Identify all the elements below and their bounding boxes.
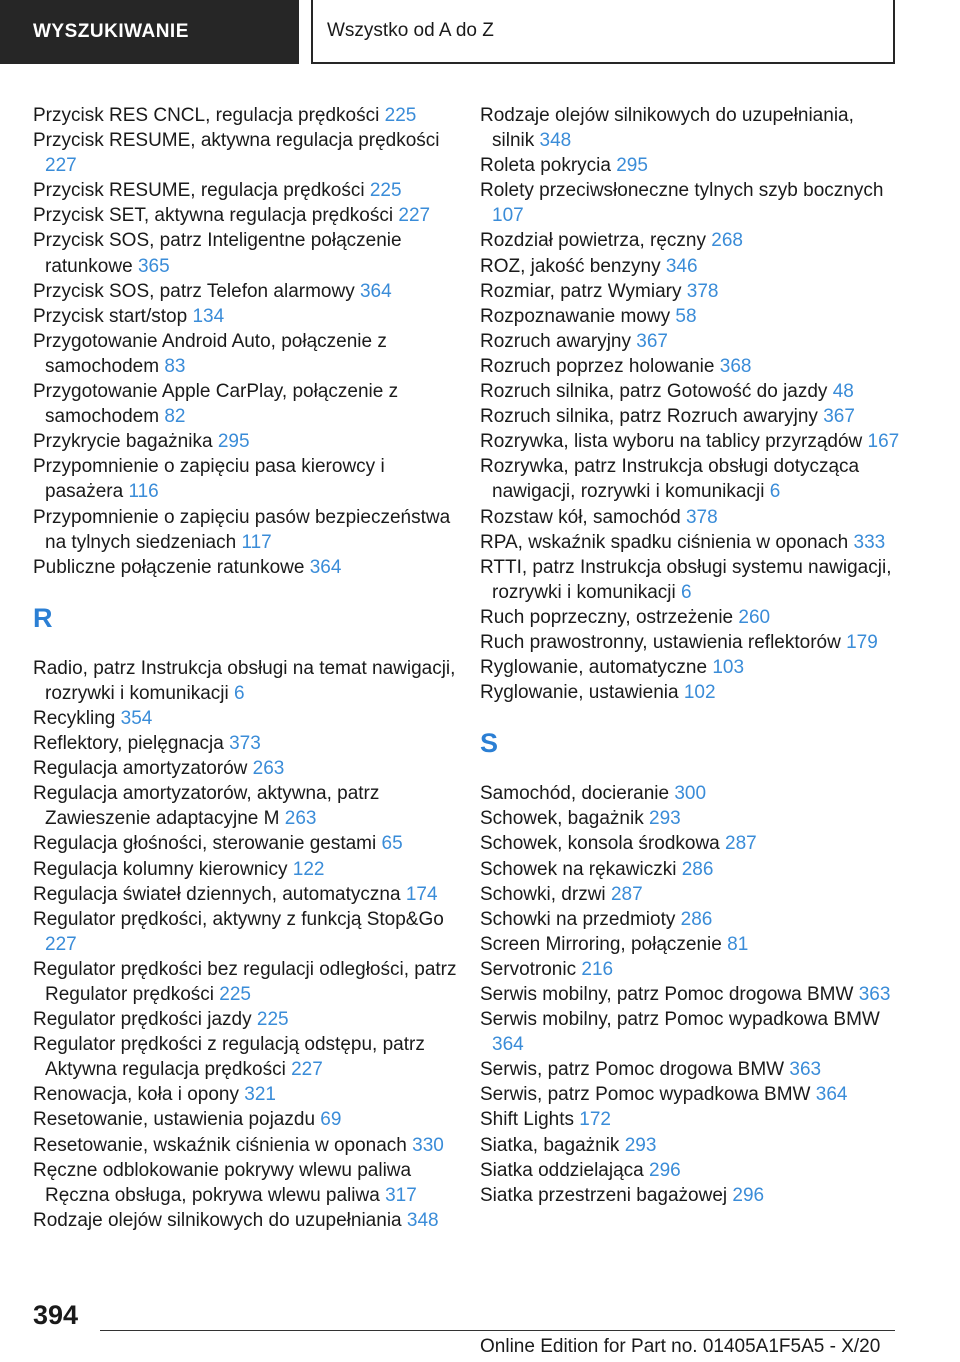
index-entry-text: Ryglowanie, ustawienia	[480, 682, 679, 704]
page-link[interactable]: 260	[738, 606, 771, 628]
page-link[interactable]: 333	[853, 531, 886, 553]
index-entry	[480, 1107, 900, 1132]
index-entry	[480, 655, 900, 680]
index-entry	[33, 178, 463, 203]
page-link[interactable]: 363	[789, 1059, 822, 1081]
index-entry	[480, 379, 900, 404]
index-entry	[33, 756, 463, 781]
index-entry-text: Renowacja, koła i opony	[33, 1084, 239, 1106]
page-link[interactable]: 346	[665, 255, 698, 277]
index-entry-text: Samochód, docieranie	[480, 783, 670, 805]
page-number: 394	[33, 1300, 79, 1330]
index-entry-text: Rozrywka, patrz Instrukcja obsługi dotycząca nawigacji, rozrywki i komunikacji	[480, 456, 860, 503]
page-link[interactable]: 378	[685, 506, 718, 528]
page-link[interactable]: 330	[412, 1134, 444, 1156]
page-link[interactable]: 102	[683, 682, 716, 704]
index-entry-text: Regulator prędkości bez regulacji odległości, patrz Regulator prędkości	[33, 958, 457, 1005]
page-link[interactable]: 364	[815, 1084, 848, 1106]
page-link[interactable]: 225	[219, 984, 251, 1005]
index-entry-text: Przygotowanie Android Auto, połączenie z samochodem	[33, 330, 387, 377]
index-entry-text: Przycisk start/stop	[33, 305, 188, 327]
index-entry-text: Ryglowanie, automatyczne	[480, 657, 708, 679]
index-entry-text: Przycisk SET, aktywna regulacja prędkości	[33, 205, 394, 227]
index-entry	[480, 831, 900, 856]
page-link[interactable]: 227	[45, 933, 77, 955]
index-column-right	[480, 103, 900, 1208]
page-link[interactable]: 364	[492, 1034, 524, 1056]
index-entry	[480, 555, 900, 605]
index-entry	[33, 1208, 463, 1233]
page-link[interactable]: 216	[581, 958, 614, 980]
index-entry-text: Siatka, bagażnik	[480, 1134, 620, 1156]
index-entry	[480, 279, 900, 304]
index-entry	[480, 1158, 900, 1183]
page-link[interactable]: 58	[675, 305, 697, 327]
index-entry-text: Serwis mobilny, patrz Pomoc wypadkowa BMW	[480, 1009, 880, 1031]
index-entry	[33, 103, 463, 128]
index-entry	[480, 505, 900, 530]
index-entry	[33, 907, 463, 957]
index-entry	[33, 1158, 463, 1208]
index-entry	[33, 1107, 463, 1132]
page-link[interactable]: 263	[284, 808, 317, 830]
index-entry-text: Shift Lights	[480, 1109, 574, 1131]
index-entry-text: Przypomnienie o zapięciu pasów bezpieczeństwa na tylnych siedzeniach	[33, 506, 451, 553]
page-link[interactable]: 6	[233, 682, 245, 704]
index-entry	[480, 228, 900, 253]
index-entry	[33, 857, 463, 882]
page-link[interactable]: 103	[712, 657, 745, 679]
index-entry-text: Regulacja amortyzatorów, aktywna, patrz Zawieszenie adaptacyjne M	[33, 783, 380, 830]
index-entry	[33, 731, 463, 756]
index-entry-text: Regulacja głośności, sterowanie gestami	[33, 833, 377, 855]
tab-search[interactable]: WYSZUKIWANIE	[0, 0, 299, 64]
page-link[interactable]: 295	[217, 431, 250, 453]
page-link[interactable]: 348	[406, 1209, 439, 1231]
index-entry	[480, 1057, 900, 1082]
page-link[interactable]: 300	[674, 783, 707, 805]
index-entry-text: Rodzaje olejów silnikowych do uzupełniania, silnik	[480, 105, 854, 152]
index-entry	[33, 454, 463, 504]
index-entry-text: Rodzaje olejów silnikowych do uzupełniania	[33, 1209, 402, 1231]
index-entry-text: Przycisk RES CNCL, regulacja prędkości	[33, 105, 380, 126]
page-link[interactable]: 174	[405, 883, 438, 905]
page-link[interactable]: 378	[686, 280, 719, 302]
index-entry-text: Przycisk SOS, patrz Inteligentne połączenie ratunkowe	[33, 230, 402, 277]
page-link[interactable]: 227	[291, 1059, 323, 1081]
index-letter-heading: S	[480, 728, 499, 759]
index-entry-text: Ręczne odblokowanie pokrywy wlewu paliwa Ręczna obsługa, pokrywa wlewu paliwa	[33, 1159, 412, 1206]
index-entry-text: Przycisk RESUME, regulacja prędkości	[33, 180, 365, 202]
index-entry-text: Regulacja amortyzatorów	[33, 758, 248, 780]
index-entry-text: Serwis mobilny, patrz Pomoc drogowa BMW	[480, 984, 854, 1005]
index-entry	[33, 831, 463, 856]
page-link[interactable]: 107	[492, 205, 524, 227]
page-link[interactable]: 225	[256, 1009, 289, 1031]
index-entry	[480, 404, 900, 429]
index-entry	[33, 304, 463, 329]
page-link[interactable]: 354	[120, 707, 153, 729]
index-entry	[33, 1133, 463, 1158]
index-entry-text: Przycisk RESUME, aktywna regulacja prędkości	[33, 130, 440, 152]
index-entry	[480, 857, 900, 882]
index-entry-text: Recykling	[33, 707, 116, 729]
index-entry-text: Publiczne połączenie ratunkowe	[33, 556, 305, 578]
index-entry-text: Siatka oddzielająca	[480, 1159, 644, 1181]
index-letter-heading: R	[33, 602, 53, 633]
index-entry-text: Schowek, konsola środkowa	[480, 833, 720, 855]
index-entry	[480, 982, 900, 1007]
page-link[interactable]: 373	[229, 733, 261, 755]
index-entry	[33, 706, 463, 731]
index-entry	[480, 605, 900, 630]
index-entry-text: Regulator prędkości z regulacją odstępu, patrz Aktywna regulacja prędkości	[33, 1034, 425, 1081]
index-entry-text: Regulacja świateł dziennych, automatyczna	[33, 883, 401, 905]
index-entry-text: Rozruch silnika, patrz Gotowość do jazdy	[480, 381, 828, 403]
page-link[interactable]: 134	[192, 305, 225, 327]
page-link[interactable]: 172	[579, 1109, 611, 1131]
page-header	[0, 0, 960, 66]
index-entry	[33, 203, 463, 228]
page-link[interactable]: 227	[398, 205, 431, 227]
page-link[interactable]: 83	[164, 355, 186, 377]
page-link[interactable]: 367	[636, 330, 668, 352]
index-entry-text: Przypomnienie o zapięciu pasa kierowcy i pasażera	[33, 456, 385, 503]
edition-note: Online Edition for Part no. 01405A1F5A5 - X/20	[480, 1336, 881, 1357]
index-entry-text: Regulator prędkości, aktywny z funkcją Stop&Go	[33, 908, 444, 930]
index-entry-text: Roleta pokrycia	[480, 155, 611, 177]
page-link[interactable]: 293	[649, 808, 681, 830]
index-entry	[480, 304, 900, 329]
index-entry	[480, 680, 900, 705]
index-entry-text: Reflektory, pielęgnacja	[33, 733, 224, 755]
page-link[interactable]: 48	[832, 381, 854, 403]
index-entry	[480, 957, 900, 982]
index-entry	[33, 656, 463, 706]
index-entry	[480, 630, 900, 655]
index-entry-text: Radio, patrz Instrukcja obsługi na temat nawigacji, rozrywki i komunikacji	[33, 657, 456, 704]
page-link[interactable]: 179	[846, 631, 878, 653]
index-entry	[480, 354, 900, 379]
index-entry	[33, 379, 463, 429]
index-entry-text: ROZ, jakość benzyny	[480, 255, 661, 277]
index-entry	[480, 932, 900, 957]
page-link[interactable]: 348	[539, 130, 572, 152]
index-entry	[480, 781, 900, 806]
index-entry	[33, 329, 463, 379]
index-entry-text: Resetowanie, ustawienia pojazdu	[33, 1109, 316, 1131]
index-entry	[480, 1133, 900, 1158]
page-link[interactable]: 286	[681, 858, 714, 880]
page-link[interactable]: 367	[823, 406, 855, 428]
index-entry	[33, 279, 463, 304]
index-entry-text: Ruch prawostronny, ustawienia reflektorów	[480, 631, 841, 653]
index-entry	[33, 1032, 463, 1082]
index-entry	[480, 254, 900, 279]
index-entry	[33, 429, 463, 454]
index-entry	[33, 882, 463, 907]
index-entry	[33, 1082, 463, 1107]
index-entry-text: Servotronic	[480, 958, 577, 980]
page-link[interactable]: 263	[252, 758, 285, 780]
index-entry	[33, 505, 463, 555]
page-link[interactable]: 6	[680, 581, 692, 603]
index-entry-text: Rozrywka, lista wyboru na tablicy przyrządów	[480, 431, 863, 453]
page-link[interactable]: 167	[867, 431, 900, 453]
index-entry	[480, 454, 900, 504]
page-link[interactable]: 82	[164, 406, 186, 428]
index-entry-text: Rozruch awaryjny	[480, 330, 631, 352]
index-entry-text: Przycisk SOS, patrz Telefon alarmowy	[33, 280, 355, 302]
index-entry	[480, 329, 900, 354]
page-link[interactable]: 364	[309, 556, 342, 578]
index-entry	[480, 1183, 900, 1208]
index-entry	[480, 530, 900, 555]
index-entry-text: Schowek, bagażnik	[480, 808, 644, 830]
index-entry-text: Przygotowanie Apple CarPlay, połączenie z samochodem	[33, 381, 399, 428]
page-link[interactable]: 317	[385, 1184, 417, 1206]
index-entry-text: Rozmiar, patrz Wymiary	[480, 280, 682, 302]
index-entry-text: Resetowanie, wskaźnik ciśnienia w oponach	[33, 1134, 407, 1156]
index-entry-text: Rozpoznawanie mowy	[480, 305, 671, 327]
footer-divider	[100, 1330, 895, 1331]
index-entry-text: Schowki, drzwi	[480, 883, 606, 905]
index-entry-text: Serwis, patrz Pomoc drogowa BMW	[480, 1059, 785, 1081]
index-entry-text: Schowek na rękawiczki	[480, 858, 677, 880]
page-link[interactable]: 6	[769, 481, 781, 503]
index-entry	[480, 806, 900, 831]
page-link[interactable]: 227	[45, 155, 77, 177]
page-link[interactable]: 122	[292, 858, 325, 880]
index-entry-text: Regulator prędkości jazdy	[33, 1009, 252, 1031]
index-entry-text: Siatka przestrzeni bagażowej	[480, 1184, 728, 1206]
page-link[interactable]: 81	[727, 933, 749, 955]
page-link[interactable]: 286	[680, 908, 713, 930]
index-entry-text: Ruch poprzeczny, ostrzeżenie	[480, 606, 734, 628]
page-link[interactable]: 287	[725, 833, 757, 855]
page-link[interactable]: 296	[732, 1184, 765, 1206]
index-entry	[480, 1082, 900, 1107]
index-entry	[33, 781, 463, 831]
index-entry	[33, 228, 463, 278]
index-entry	[480, 103, 900, 153]
page-link[interactable]: 268	[711, 230, 743, 252]
index-entry-text: Schowki na przedmioty	[480, 908, 676, 930]
index-column-left	[33, 103, 463, 1233]
index-entry	[33, 128, 463, 178]
page-link[interactable]: 363	[858, 984, 891, 1005]
page-link[interactable]: 225	[369, 180, 402, 202]
index-entry	[480, 882, 900, 907]
index-entry	[33, 1007, 463, 1032]
index-entry-text: RPA, wskaźnik spadku ciśnienia w oponach	[480, 531, 849, 553]
page-link[interactable]: 295	[616, 155, 648, 177]
index-entry-text: Rozdział powietrza, ręczny	[480, 230, 706, 252]
tab-a-to-z[interactable]: Wszystko od A do Z	[311, 0, 895, 64]
index-entry-text: Przykrycie bagażnika	[33, 431, 213, 453]
page-link[interactable]: 321	[244, 1084, 276, 1106]
page-link[interactable]: 287	[610, 883, 643, 905]
page-link[interactable]: 365	[137, 255, 170, 277]
page-link[interactable]: 116	[128, 481, 159, 503]
index-entry-text: Rozstaw kół, samochód	[480, 506, 681, 528]
index-entry-text: Rozruch silnika, patrz Rozruch awaryjny	[480, 406, 818, 428]
page-link[interactable]: 117	[241, 531, 272, 553]
index-entry-text: RTTI, patrz Instrukcja obsługi systemu nawigacji, rozrywki i komunikacji	[480, 556, 892, 603]
index-entry	[480, 907, 900, 932]
page-link[interactable]: 225	[384, 105, 417, 126]
page-link[interactable]: 293	[624, 1134, 657, 1156]
index-entry-text: Regulacja kolumny kierownicy	[33, 858, 288, 880]
index-entry	[480, 1007, 900, 1057]
page-link[interactable]: 368	[719, 355, 752, 377]
index-entry	[33, 555, 463, 580]
page-link[interactable]: 296	[649, 1159, 681, 1181]
index-entry-text: Rozruch poprzez holowanie	[480, 355, 715, 377]
index-entry	[480, 429, 900, 454]
index-entry	[480, 153, 900, 178]
page-link[interactable]: 364	[359, 280, 392, 302]
index-entry-text: Rolety przeciwsłoneczne tylnych szyb bocznych	[480, 180, 884, 202]
index-entry-text: Screen Mirroring, połączenie	[480, 933, 722, 955]
page-link[interactable]: 69	[320, 1109, 342, 1131]
index-entry	[33, 957, 463, 1007]
page-link[interactable]: 65	[381, 833, 403, 855]
index-entry	[480, 178, 900, 228]
index-entry-text: Serwis, patrz Pomoc wypadkowa BMW	[480, 1084, 811, 1106]
